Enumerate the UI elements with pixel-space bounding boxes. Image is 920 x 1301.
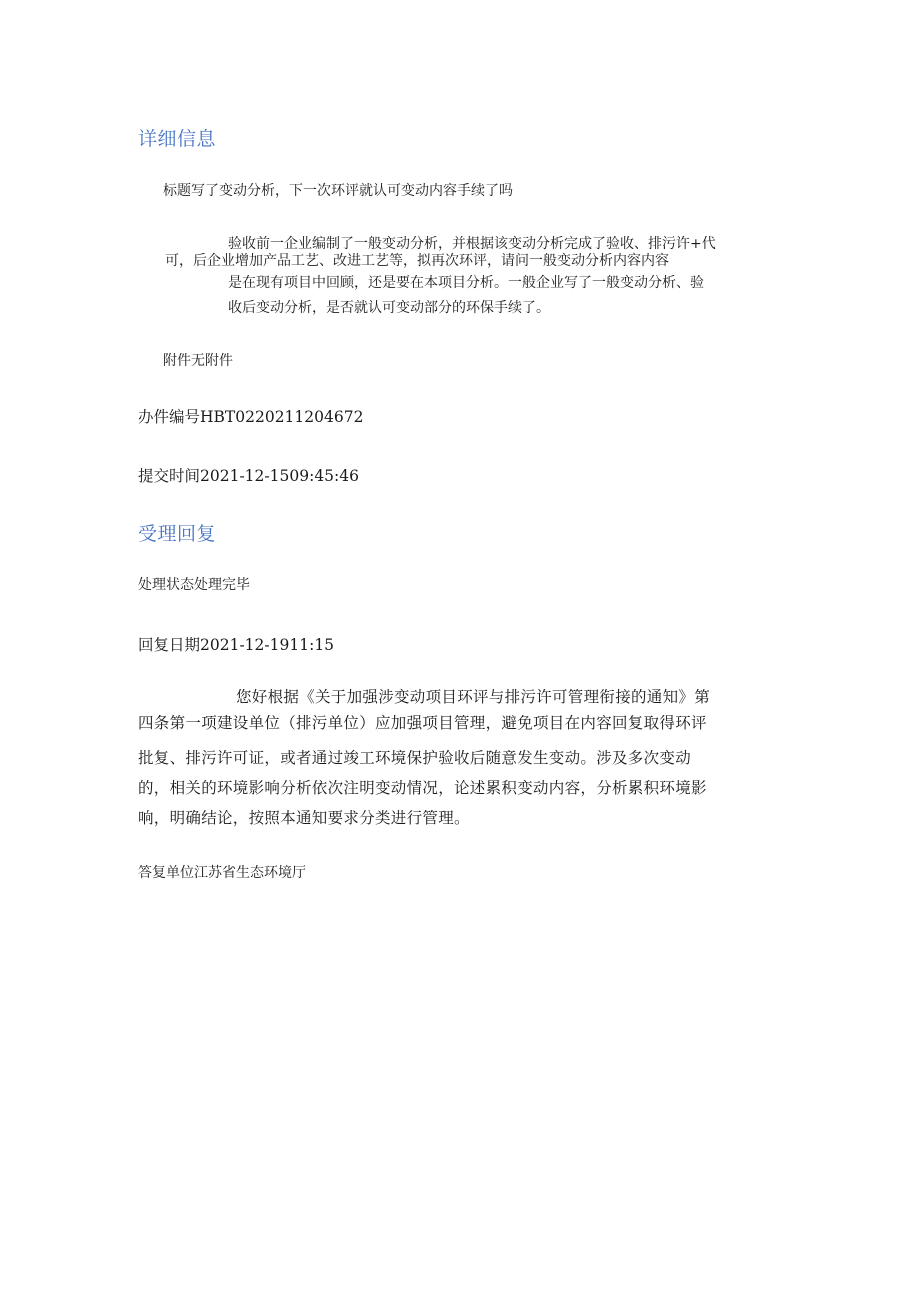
question-line: 验收前一企业编制了一般变动分析，并根据该变动分析完成了验收、排污许+代 xyxy=(228,236,716,252)
reply-line: 的，相关的环境影响分析依次注明变动情况，论述累积变动内容，分析累积环境影 xyxy=(138,779,707,797)
question-line: 是在现有项目中回顾，还是要在本项目分析。一般企业写了一般变动分析、验 xyxy=(228,275,704,291)
attachment-info: 附件无附件 xyxy=(163,353,233,369)
process-status: 处理状态处理完毕 xyxy=(138,577,250,593)
reply-line: 您好根据《关于加强涉变动项目环评与排污许可管理衔接的通知》第 xyxy=(236,688,711,706)
reply-line: 四条第一项建设单位（排污单位）应加强项目管理，避免项目在内容回复取得环评 xyxy=(138,714,707,732)
reply-line: 批复、排污许可证，或者通过竣工环境保护验收后随意发生变动。涉及多次变动 xyxy=(138,749,692,767)
reply-unit: 答复单位江苏省生态环境厅 xyxy=(138,865,306,881)
question-title: 标题写了变动分析，下一次环评就认可变动内容手续了吗 xyxy=(163,183,513,199)
reply-heading: 受理回复 xyxy=(138,523,217,545)
submit-time: 提交时间2021-12-1509:45:46 xyxy=(138,467,359,485)
reply-date: 回复日期2021-12-1911:15 xyxy=(138,636,335,654)
question-line: 收后变动分析，是否就认可变动部分的环保手续了。 xyxy=(228,300,550,316)
question-line: 可，后企业增加产品工艺、改进工艺等，拟再次环评，请问一般变动分析内容内容 xyxy=(165,253,669,269)
details-heading: 详细信息 xyxy=(138,128,217,150)
case-number: 办件编号HBT0220211204672 xyxy=(138,408,364,426)
reply-line: 响，明确结论，按照本通知要求分类进行管理。 xyxy=(138,809,470,827)
